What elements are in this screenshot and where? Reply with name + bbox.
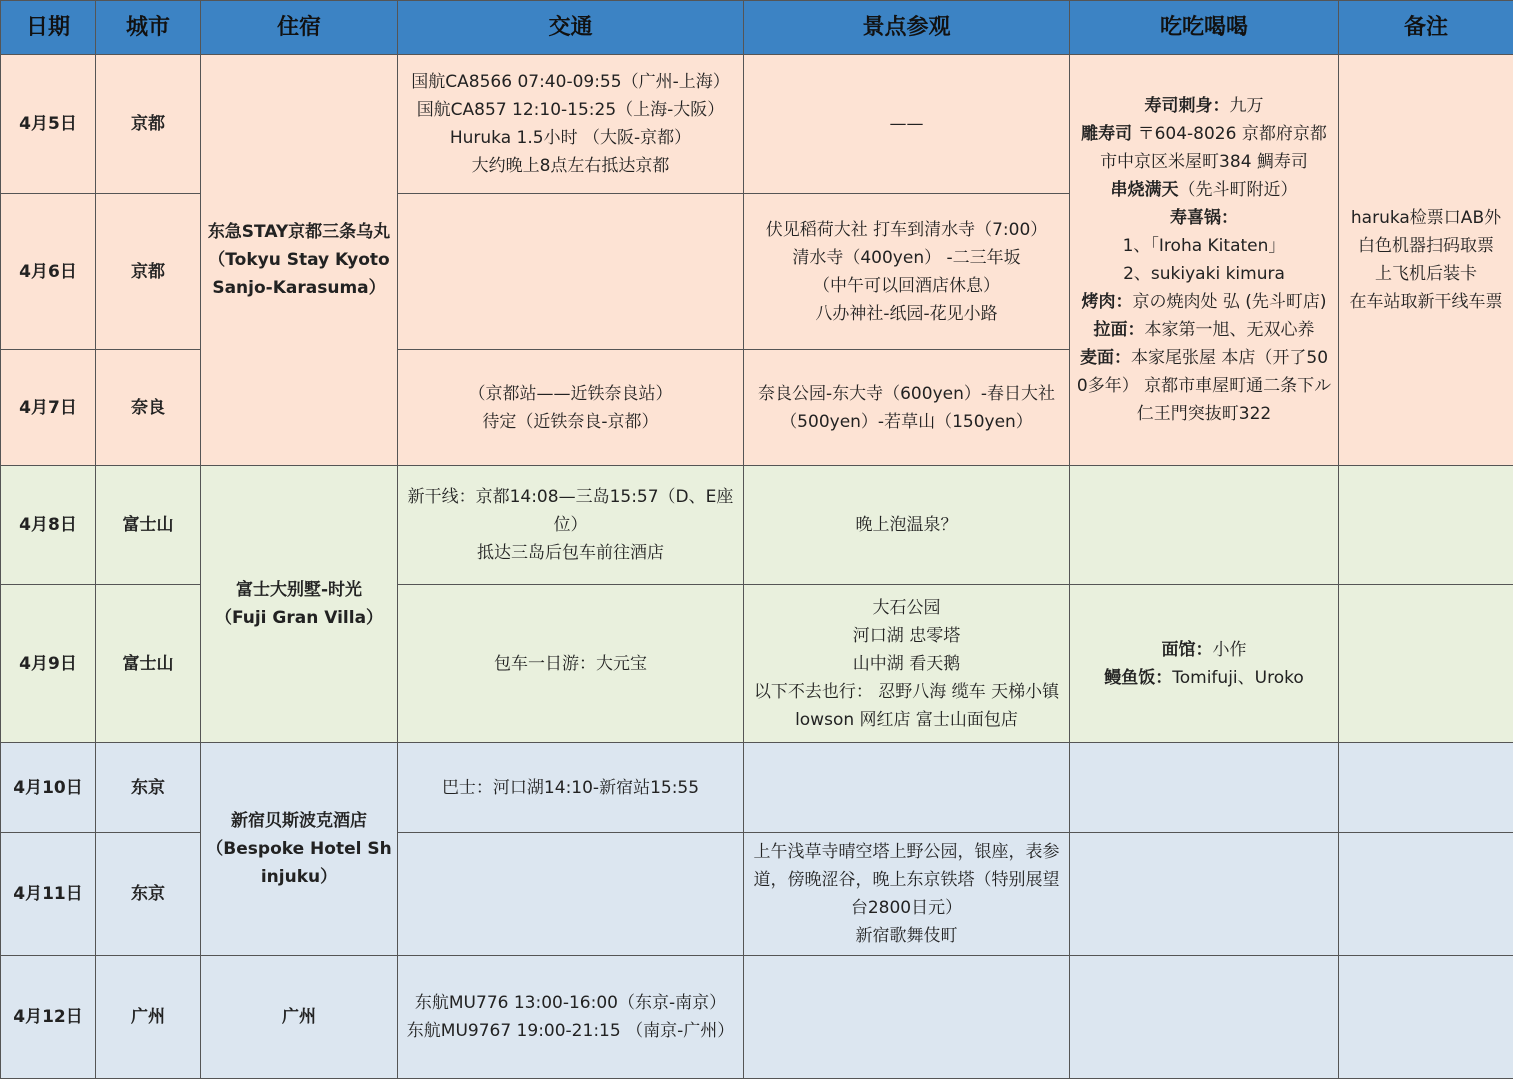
hotel-name-en: （Tokyu Stay Kyoto Sanjo-Karasuma）	[208, 250, 390, 298]
table-row	[1, 743, 1513, 833]
note-line: haruka检票口AB外白色机器扫码取票	[1350, 208, 1502, 256]
transport-line: （京都站——近铁奈良站）	[468, 383, 673, 404]
transport-cell	[398, 585, 744, 743]
sights-line: 清水寺（400yen） -二三年坂	[792, 247, 1021, 268]
transport-cell	[398, 833, 744, 956]
header-hotel: 住宿	[201, 1, 398, 55]
food-line: 串烧满天（先斗町附近）	[1110, 180, 1298, 200]
city-cell: 京都	[96, 194, 201, 350]
food-line: 鳗鱼饭：Tomifuji、Uroko	[1104, 667, 1304, 688]
header-transport: 交通	[398, 1, 744, 55]
food-label: 烤肉：	[1081, 292, 1133, 312]
header-date: 日期	[1, 1, 96, 55]
food-line: 2、sukiyaki kimura	[1123, 264, 1285, 284]
sights-line: 新宿歌舞伎町	[855, 926, 958, 946]
notes-cell	[1339, 585, 1513, 743]
transport-line: 新干线：京都14:08—三岛15:57（D、E座位）	[407, 487, 734, 535]
notes-cell	[1339, 466, 1513, 585]
date-cell: 4月10日	[1, 743, 96, 833]
sights-line: 山中湖 看天鹅	[852, 653, 961, 674]
food-label: 拉面：	[1093, 320, 1145, 340]
date-cell: 4月6日	[1, 194, 96, 350]
city-cell: 京都	[96, 55, 201, 194]
food-label: 寿喜锅：	[1170, 208, 1238, 228]
city-cell: 广州	[96, 956, 201, 1079]
sights-line: （中午可以回酒店休息）	[813, 275, 1000, 296]
food-line: 拉面：本家第一旭、无双心养	[1093, 320, 1315, 340]
food-cell	[1070, 743, 1339, 833]
food-line: 寿司刺身：九万	[1144, 96, 1264, 116]
transport-line: 东航MU776 13:00-16:00（东京-南京）	[414, 993, 727, 1013]
food-line: 面馆：小作	[1161, 639, 1247, 660]
hotel-name-en: （Bespoke Hotel Shinjuku）	[206, 839, 392, 887]
transport-cell	[398, 466, 744, 585]
date-cell: 4月12日	[1, 956, 96, 1079]
hotel-name-en: （Fuji Gran Villa）	[214, 608, 384, 628]
food-line: 1、「Iroha Kitaten」	[1122, 236, 1286, 256]
food-label: 麦面：	[1079, 348, 1131, 368]
header-city: 城市	[96, 1, 201, 55]
food-cell-fuji	[1070, 585, 1339, 743]
transport-cell	[398, 743, 744, 833]
sights-line: 上午浅草寺晴空塔上野公园，银座，表参道，傍晚涩谷，晚上东京铁塔（特别展望台2800日元）	[753, 842, 1060, 918]
food-line: 麦面：本家尾张屋 本店（开了500多年） 京都市車屋町通二条下ル仁王門突抜町322	[1076, 348, 1332, 424]
food-line: 烤肉：京の焼肉处 弘 (先斗町店)	[1081, 292, 1327, 312]
notes-cell-kansai	[1339, 55, 1513, 466]
transport-line: 大约晚上8点左右抵达京都	[471, 156, 670, 176]
table-row	[1, 956, 1513, 1079]
city-cell: 富士山	[96, 466, 201, 585]
note-line: 在车站取新干线车票	[1349, 292, 1503, 312]
transport-line: 巴士：河口湖14:10-新宿站15:55	[441, 777, 700, 798]
sights-cell	[744, 55, 1070, 194]
sights-cell	[744, 833, 1070, 956]
hotel-cell-fuji	[201, 466, 398, 743]
hotel-name: 新宿贝斯波克酒店	[231, 811, 367, 831]
date-cell: 4月8日	[1, 466, 96, 585]
city-cell: 富士山	[96, 585, 201, 743]
hotel-name: 东急STAY京都三条乌丸	[207, 222, 391, 242]
transport-line: 国航CA8566 07:40-09:55（广州-上海）	[411, 72, 730, 92]
sights-cell	[744, 466, 1070, 585]
note-line: 上飞机后装卡	[1375, 264, 1477, 284]
date-cell: 4月11日	[1, 833, 96, 956]
food-cell	[1070, 956, 1339, 1079]
food-line	[1075, 204, 1333, 232]
transport-cell	[398, 194, 744, 350]
header-sights: 景点参观	[744, 1, 1070, 55]
food-label: 雕寿司	[1081, 124, 1133, 144]
date-cell: 4月9日	[1, 585, 96, 743]
sights-line: ——	[889, 114, 924, 134]
header-row	[1, 1, 1513, 55]
sights-line: 河口湖 忠零塔	[852, 625, 961, 646]
header-notes: 备注	[1339, 1, 1513, 55]
sights-line: 奈良公园-东大寺（600yen）-春日大社（500yen）-若草山（150yen）	[757, 383, 1055, 432]
food-cell	[1070, 833, 1339, 956]
transport-line: 东航MU9767 19:00-21:15 （南京-广州）	[406, 1021, 735, 1041]
food-line: 雕寿司 〒604-8026 京都府京都市中京区米屋町384 鯛寿司	[1081, 124, 1327, 172]
city-cell: 奈良	[96, 350, 201, 466]
city-cell: 东京	[96, 743, 201, 833]
food-label: 串烧满天	[1110, 180, 1179, 200]
notes-cell	[1339, 743, 1513, 833]
food-label: 寿司刺身：	[1144, 96, 1230, 116]
sights-line: 晚上泡温泉？	[855, 515, 958, 535]
sights-line: 伏见稻荷大社 打车到清水寺（7:00）	[765, 219, 1048, 240]
transport-line: 国航CA857 12:10-15:25（上海-大阪）	[416, 100, 725, 120]
transport-line: 待定（近铁奈良-京都）	[482, 411, 659, 432]
transport-cell	[398, 350, 744, 466]
city-cell: 东京	[96, 833, 201, 956]
food-cell-kansai	[1070, 55, 1339, 466]
table-row	[1, 55, 1513, 194]
transport-line: 抵达三岛后包车前往酒店	[477, 543, 664, 563]
food-label: 鳗鱼饭：	[1104, 667, 1173, 688]
date-cell: 4月5日	[1, 55, 96, 194]
sights-cell	[744, 194, 1070, 350]
food-label: 面馆：	[1161, 639, 1213, 660]
sights-line: 以下不去也行： 忍野八海 缆车 天梯小镇 lowson 网红店 富士山面包店	[753, 681, 1060, 730]
food-cell	[1070, 466, 1339, 585]
sights-cell	[744, 350, 1070, 466]
transport-cell	[398, 956, 744, 1079]
hotel-cell-kyoto	[201, 55, 398, 466]
transport-cell	[398, 55, 744, 194]
date-cell: 4月7日	[1, 350, 96, 466]
sights-cell	[744, 956, 1070, 1079]
notes-cell	[1339, 956, 1513, 1079]
hotel-name: 富士大别墅-时光	[235, 580, 363, 600]
notes-cell	[1339, 833, 1513, 956]
transport-line: 包车一日游：大元宝	[494, 653, 647, 674]
sights-cell	[744, 743, 1070, 833]
hotel-cell-tokyo	[201, 743, 398, 956]
hotel-cell-guangzhou: 广州	[201, 956, 398, 1079]
sights-line: 大石公园	[872, 597, 941, 618]
header-food: 吃吃喝喝	[1070, 1, 1339, 55]
table-row	[1, 466, 1513, 585]
sights-line: 八办神社-纸园-花见小路	[815, 303, 998, 324]
transport-line: Huruka 1.5小时 （大阪-京都）	[449, 128, 692, 148]
sights-cell	[744, 585, 1070, 743]
